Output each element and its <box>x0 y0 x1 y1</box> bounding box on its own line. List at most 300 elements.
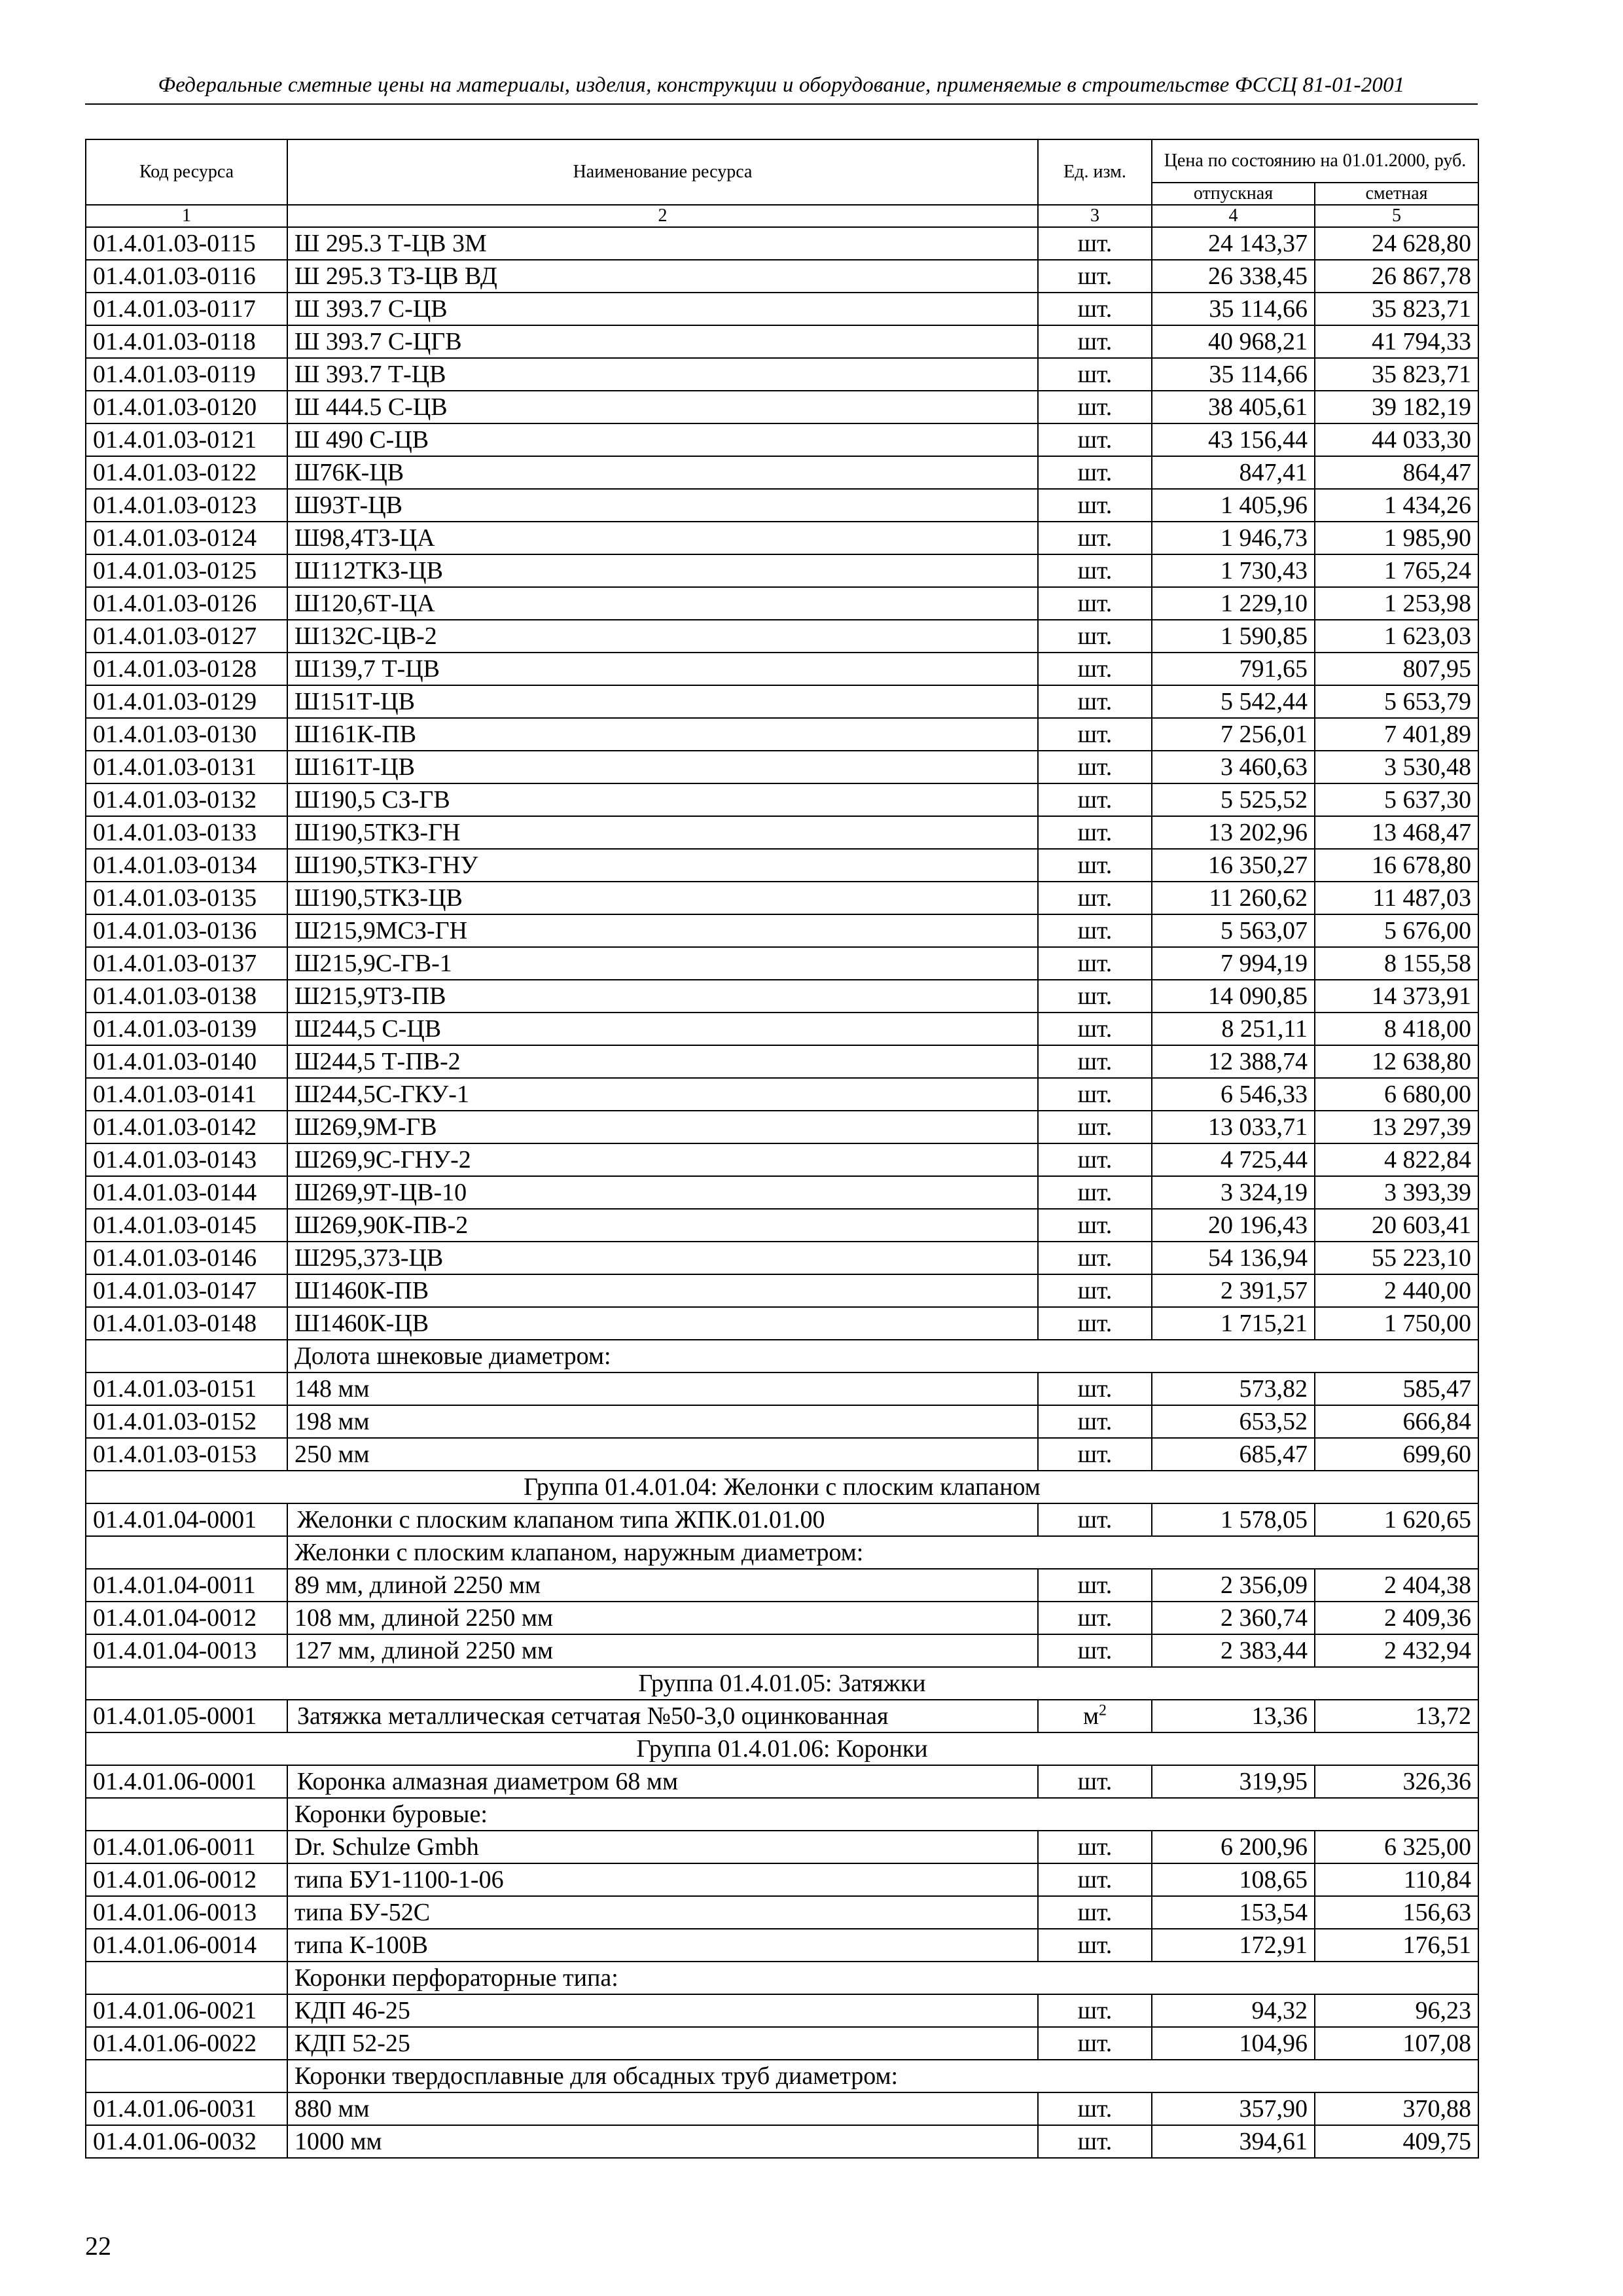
table-row <box>86 882 1478 914</box>
unit-cell <box>1038 1700 1152 1732</box>
unit-cell: шт. <box>1038 2125 1152 2158</box>
resource-name-cell: 880 мм <box>287 2092 1038 2125</box>
table-row <box>86 1111 1478 1143</box>
table-row <box>86 1143 1478 1176</box>
table-row <box>86 1896 1478 1929</box>
resource-code-cell: 01.4.01.03-0128 <box>86 653 287 685</box>
unit-cell: шт. <box>1038 1896 1152 1929</box>
estimate-price-cell: 8 418,00 <box>1315 1013 1478 1045</box>
resource-code-cell: 01.4.01.06-0021 <box>86 1994 287 2027</box>
table-row <box>86 1438 1478 1471</box>
resource-name-cell: Ш 295.3 ТЗ-ЦВ ВД <box>287 260 1038 293</box>
estimate-price-cell: 666,84 <box>1315 1405 1478 1438</box>
unit-cell: шт. <box>1038 1503 1152 1536</box>
table-row <box>86 783 1478 816</box>
resource-name-cell: Ш 490 С-ЦВ <box>287 423 1038 456</box>
resource-name-cell: Ш 393.7 Т-ЦВ <box>287 358 1038 391</box>
resource-name-cell: Затяжка металлическая сетчатая №50-3,0 оцинкованная <box>287 1700 1038 1732</box>
estimate-price-cell: 4 822,84 <box>1315 1143 1478 1176</box>
empty-code-cell <box>86 1536 287 1569</box>
release-price-cell: 2 383,44 <box>1152 1634 1315 1667</box>
table-row <box>86 849 1478 882</box>
resource-name-cell: Ш 444.5 С-ЦВ <box>287 391 1038 423</box>
resource-name-cell: Ш244,5 Т-ПВ-2 <box>287 1045 1038 1078</box>
table-row <box>86 456 1478 489</box>
table-row <box>86 1307 1478 1340</box>
table-row <box>86 554 1478 587</box>
group-header-row <box>86 1732 1478 1765</box>
unit-cell: шт. <box>1038 980 1152 1013</box>
unit-cell: шт. <box>1038 423 1152 456</box>
subheading-text: Коронки твердосплавные для обсадных труб диаметром: <box>287 2060 1478 2092</box>
table-row <box>86 947 1478 980</box>
resource-code-cell: 01.4.01.03-0127 <box>86 620 287 653</box>
table-row <box>86 1013 1478 1045</box>
table-row <box>86 260 1478 293</box>
col-number-3: 3 <box>1038 205 1152 227</box>
resource-code-cell: 01.4.01.03-0141 <box>86 1078 287 1111</box>
unit-cell: шт. <box>1038 391 1152 423</box>
resource-code-cell: 01.4.01.03-0144 <box>86 1176 287 1209</box>
table-row <box>86 1176 1478 1209</box>
resource-name-cell: Коронка алмазная диаметром 68 мм <box>287 1765 1038 1798</box>
resource-code-cell: 01.4.01.04-0001 <box>86 1503 287 1536</box>
unit-cell: шт. <box>1038 325 1152 358</box>
resource-name-cell: Ш190,5ТКЗ-ЦВ <box>287 882 1038 914</box>
estimate-price-cell: 26 867,78 <box>1315 260 1478 293</box>
resource-code-cell: 01.4.01.06-0011 <box>86 1831 287 1863</box>
table-row <box>86 1831 1478 1863</box>
estimate-price-cell: 2 409,36 <box>1315 1602 1478 1634</box>
unit-cell: шт. <box>1038 620 1152 653</box>
resource-name-cell: Ш120,6Т-ЦА <box>287 587 1038 620</box>
resource-code-cell: 01.4.01.03-0125 <box>86 554 287 587</box>
estimate-price-cell: 13,72 <box>1315 1700 1478 1732</box>
resource-code-cell: 01.4.01.03-0152 <box>86 1405 287 1438</box>
resource-code-cell: 01.4.01.03-0132 <box>86 783 287 816</box>
unit-cell: шт. <box>1038 653 1152 685</box>
unit-cell: шт. <box>1038 1045 1152 1078</box>
resource-name-cell: Ш98,4ТЗ-ЦА <box>287 522 1038 554</box>
col-header-price: Цена по состоянию на 01.01.2000, руб. <box>1152 139 1478 183</box>
resource-code-cell: 01.4.01.03-0115 <box>86 227 287 260</box>
resource-name-cell: Ш269,9С-ГНУ-2 <box>287 1143 1038 1176</box>
resource-name-cell: Ш269,9М-ГВ <box>287 1111 1038 1143</box>
table-row <box>86 2092 1478 2125</box>
table-row <box>86 914 1478 947</box>
resource-code-cell: 01.4.01.06-0032 <box>86 2125 287 2158</box>
unit-cell: шт. <box>1038 1307 1152 1340</box>
resource-code-cell: 01.4.01.03-0123 <box>86 489 287 522</box>
resource-name-cell: Ш132С-ЦВ-2 <box>287 620 1038 653</box>
release-price-cell: 108,65 <box>1152 1863 1315 1896</box>
resource-name-cell: Ш295,373-ЦВ <box>287 1242 1038 1274</box>
resource-name-cell: 198 мм <box>287 1405 1038 1438</box>
resource-name-cell: типа К-100В <box>287 1929 1038 1962</box>
subheading-row <box>86 2060 1478 2092</box>
resource-code-cell: 01.4.01.03-0138 <box>86 980 287 1013</box>
release-price-cell: 7 256,01 <box>1152 718 1315 751</box>
resource-code-cell: 01.4.01.03-0143 <box>86 1143 287 1176</box>
table-row <box>86 325 1478 358</box>
table-row <box>86 358 1478 391</box>
table-row <box>86 1242 1478 1274</box>
page-header-title: Федеральные сметные цены на материалы, изделия, конструкции и оборудование, применяемые в строительстве ФССЦ 81-01-2001 <box>158 73 1405 97</box>
unit-cell: шт. <box>1038 718 1152 751</box>
release-price-cell: 2 360,74 <box>1152 1602 1315 1634</box>
estimate-price-cell: 156,63 <box>1315 1896 1478 1929</box>
release-price-cell: 13 033,71 <box>1152 1111 1315 1143</box>
resource-code-cell: 01.4.01.06-0012 <box>86 1863 287 1896</box>
release-price-cell: 94,32 <box>1152 1994 1315 2027</box>
resource-code-cell: 01.4.01.04-0011 <box>86 1569 287 1602</box>
table-row <box>86 816 1478 849</box>
estimate-price-cell: 5 653,79 <box>1315 685 1478 718</box>
table-row <box>86 2125 1478 2158</box>
release-price-cell: 5 542,44 <box>1152 685 1315 718</box>
estimate-price-cell: 11 487,03 <box>1315 882 1478 914</box>
unit-cell: шт. <box>1038 1929 1152 1962</box>
release-price-cell: 2 356,09 <box>1152 1569 1315 1602</box>
resource-name-cell: Ш190,5 СЗ-ГВ <box>287 783 1038 816</box>
table-row <box>86 1045 1478 1078</box>
table-row <box>86 391 1478 423</box>
release-price-cell: 20 196,43 <box>1152 1209 1315 1242</box>
estimate-price-cell: 807,95 <box>1315 653 1478 685</box>
empty-code-cell <box>86 2060 287 2092</box>
unit-cell: шт. <box>1038 1831 1152 1863</box>
unit-cell: шт. <box>1038 1111 1152 1143</box>
table-row <box>86 489 1478 522</box>
release-price-cell: 54 136,94 <box>1152 1242 1315 1274</box>
estimate-price-cell: 2 432,94 <box>1315 1634 1478 1667</box>
unit-cell: шт. <box>1038 1209 1152 1242</box>
table-row <box>86 1503 1478 1536</box>
release-price-cell: 791,65 <box>1152 653 1315 685</box>
resource-name-cell: типа БУ1-1100-1-06 <box>287 1863 1038 1896</box>
resource-name-cell: Dr. Schulze Gmbh <box>287 1831 1038 1863</box>
unit-cell: шт. <box>1038 1078 1152 1111</box>
resource-code-cell: 01.4.01.03-0153 <box>86 1438 287 1471</box>
resource-name-cell: 108 мм, длиной 2250 мм <box>287 1602 1038 1634</box>
table-row <box>86 1994 1478 2027</box>
release-price-cell: 13 202,96 <box>1152 816 1315 849</box>
unit-cell: шт. <box>1038 1863 1152 1896</box>
estimate-price-cell: 14 373,91 <box>1315 980 1478 1013</box>
table-row <box>86 620 1478 653</box>
release-price-cell: 153,54 <box>1152 1896 1315 1929</box>
release-price-cell: 6 546,33 <box>1152 1078 1315 1111</box>
unit-text: м <box>1082 1702 1099 1730</box>
subheading-row <box>86 1340 1478 1372</box>
release-price-cell: 5 563,07 <box>1152 914 1315 947</box>
table-row <box>86 718 1478 751</box>
resource-code-cell: 01.4.01.06-0022 <box>86 2027 287 2060</box>
release-price-cell: 1 590,85 <box>1152 620 1315 653</box>
release-price-cell: 24 143,37 <box>1152 227 1315 260</box>
resource-name-cell: Ш215,9ТЗ-ПВ <box>287 980 1038 1013</box>
unit-cell: шт. <box>1038 2027 1152 2060</box>
table-row <box>86 1372 1478 1405</box>
resource-code-cell: 01.4.01.03-0120 <box>86 391 287 423</box>
resource-name-cell: 250 мм <box>287 1438 1038 1471</box>
group-header-row <box>86 1667 1478 1700</box>
estimate-price-cell: 3 393,39 <box>1315 1176 1478 1209</box>
estimate-price-cell: 2 404,38 <box>1315 1569 1478 1602</box>
table-row <box>86 1569 1478 1602</box>
resource-code-cell: 01.4.01.03-0124 <box>86 522 287 554</box>
estimate-price-cell: 1 253,98 <box>1315 587 1478 620</box>
unit-cell: шт. <box>1038 554 1152 587</box>
estimate-price-cell: 39 182,19 <box>1315 391 1478 423</box>
resource-name-cell: Ш161К-ПВ <box>287 718 1038 751</box>
estimate-price-cell: 96,23 <box>1315 1994 1478 2027</box>
unit-superscript: 2 <box>1099 1702 1107 1719</box>
group-header-row <box>86 1471 1478 1503</box>
table-row <box>86 1405 1478 1438</box>
unit-cell: шт. <box>1038 1242 1152 1274</box>
resource-name-cell: 127 мм, длиной 2250 мм <box>287 1634 1038 1667</box>
estimate-price-cell: 176,51 <box>1315 1929 1478 1962</box>
resource-code-cell: 01.4.01.03-0118 <box>86 325 287 358</box>
resource-code-cell: 01.4.01.03-0139 <box>86 1013 287 1045</box>
estimate-price-cell: 16 678,80 <box>1315 849 1478 882</box>
col-number-4: 4 <box>1152 205 1315 227</box>
unit-cell: шт. <box>1038 1634 1152 1667</box>
estimate-price-cell: 35 823,71 <box>1315 358 1478 391</box>
release-price-cell: 11 260,62 <box>1152 882 1315 914</box>
resource-name-cell: Ш190,5ТКЗ-ГНУ <box>287 849 1038 882</box>
unit-cell: шт. <box>1038 260 1152 293</box>
subheading-row <box>86 1536 1478 1569</box>
table-row <box>86 1700 1478 1732</box>
resource-code-cell: 01.4.01.03-0133 <box>86 816 287 849</box>
estimate-price-cell: 24 628,80 <box>1315 227 1478 260</box>
release-price-cell: 685,47 <box>1152 1438 1315 1471</box>
resource-code-cell: 01.4.01.06-0013 <box>86 1896 287 1929</box>
release-price-cell: 4 725,44 <box>1152 1143 1315 1176</box>
release-price-cell: 35 114,66 <box>1152 293 1315 325</box>
estimate-price-cell: 370,88 <box>1315 2092 1478 2125</box>
resource-name-cell: Ш269,9Т-ЦВ-10 <box>287 1176 1038 1209</box>
estimate-price-cell: 1 620,65 <box>1315 1503 1478 1536</box>
estimate-price-cell: 35 823,71 <box>1315 293 1478 325</box>
resource-name-cell: Ш215,9С-ГВ-1 <box>287 947 1038 980</box>
subheading-row <box>86 1798 1478 1831</box>
unit-cell: шт. <box>1038 227 1152 260</box>
unit-cell: шт. <box>1038 522 1152 554</box>
unit-cell: шт. <box>1038 882 1152 914</box>
table-row <box>86 587 1478 620</box>
estimate-price-cell: 55 223,10 <box>1315 1242 1478 1274</box>
col-header-price-estimate: сметная <box>1315 183 1478 205</box>
resource-code-cell: 01.4.01.03-0140 <box>86 1045 287 1078</box>
resource-code-cell: 01.4.01.03-0116 <box>86 260 287 293</box>
table-row <box>86 2027 1478 2060</box>
estimate-price-cell: 1 765,24 <box>1315 554 1478 587</box>
resource-name-cell: 89 мм, длиной 2250 мм <box>287 1569 1038 1602</box>
resource-name-cell: Ш 393.7 С-ЦГВ <box>287 325 1038 358</box>
table-row <box>86 423 1478 456</box>
unit-cell: шт. <box>1038 2092 1152 2125</box>
release-price-cell: 43 156,44 <box>1152 423 1315 456</box>
unit-cell: шт. <box>1038 293 1152 325</box>
estimate-price-cell: 3 530,48 <box>1315 751 1478 783</box>
unit-cell: шт. <box>1038 1438 1152 1471</box>
unit-cell: шт. <box>1038 1602 1152 1634</box>
estimate-price-cell: 110,84 <box>1315 1863 1478 1896</box>
unit-cell: шт. <box>1038 685 1152 718</box>
unit-cell: шт. <box>1038 1143 1152 1176</box>
empty-code-cell <box>86 1798 287 1831</box>
resource-name-cell: КДП 52-25 <box>287 2027 1038 2060</box>
release-price-cell: 6 200,96 <box>1152 1831 1315 1863</box>
resource-name-cell: Ш161Т-ЦВ <box>287 751 1038 783</box>
estimate-price-cell: 409,75 <box>1315 2125 1478 2158</box>
unit-cell: шт. <box>1038 816 1152 849</box>
unit-cell: шт. <box>1038 1994 1152 2027</box>
resource-name-cell: типа БУ-52С <box>287 1896 1038 1929</box>
resource-code-cell: 01.4.01.03-0126 <box>86 587 287 620</box>
estimate-price-cell: 6 680,00 <box>1315 1078 1478 1111</box>
unit-cell: шт. <box>1038 587 1152 620</box>
resource-name-cell: Ш 295.3 Т-ЦВ 3М <box>287 227 1038 260</box>
subheading-row <box>86 1962 1478 1994</box>
resource-name-cell: Ш139,7 Т-ЦВ <box>287 653 1038 685</box>
unit-cell: шт. <box>1038 1013 1152 1045</box>
resource-code-cell: 01.4.01.03-0129 <box>86 685 287 718</box>
table-row <box>86 1929 1478 1962</box>
unit-cell: шт. <box>1038 849 1152 882</box>
release-price-cell: 172,91 <box>1152 1929 1315 1962</box>
resource-code-cell: 01.4.01.03-0134 <box>86 849 287 882</box>
resource-name-cell: Ш269,90К-ПВ-2 <box>287 1209 1038 1242</box>
resource-name-cell: Ш76К-ЦВ <box>287 456 1038 489</box>
resource-code-cell: 01.4.01.04-0012 <box>86 1602 287 1634</box>
table-row <box>86 1078 1478 1111</box>
table-row <box>86 751 1478 783</box>
estimate-price-cell: 20 603,41 <box>1315 1209 1478 1242</box>
table-row <box>86 1765 1478 1798</box>
release-price-cell: 38 405,61 <box>1152 391 1315 423</box>
release-price-cell: 1 405,96 <box>1152 489 1315 522</box>
table-row <box>86 227 1478 260</box>
resource-code-cell: 01.4.01.06-0001 <box>86 1765 287 1798</box>
table-body <box>86 227 1478 2158</box>
unit-cell: шт. <box>1038 1405 1152 1438</box>
resource-code-cell: 01.4.01.03-0131 <box>86 751 287 783</box>
col-header-name: Наименование ресурса <box>287 139 1038 205</box>
estimate-price-cell: 1 434,26 <box>1315 489 1478 522</box>
estimate-price-cell: 41 794,33 <box>1315 325 1478 358</box>
unit-cell: шт. <box>1038 947 1152 980</box>
resource-code-cell: 01.4.01.03-0130 <box>86 718 287 751</box>
unit-cell: шт. <box>1038 751 1152 783</box>
unit-cell: шт. <box>1038 914 1152 947</box>
release-price-cell: 2 391,57 <box>1152 1274 1315 1307</box>
release-price-cell: 3 460,63 <box>1152 751 1315 783</box>
resource-code-cell: 01.4.01.03-0117 <box>86 293 287 325</box>
col-header-unit: Ед. изм. <box>1038 139 1152 205</box>
release-price-cell: 13,36 <box>1152 1700 1315 1732</box>
release-price-cell: 1 229,10 <box>1152 587 1315 620</box>
unit-cell: шт. <box>1038 358 1152 391</box>
release-price-cell: 847,41 <box>1152 456 1315 489</box>
release-price-cell: 3 324,19 <box>1152 1176 1315 1209</box>
estimate-price-cell: 1 623,03 <box>1315 620 1478 653</box>
resource-name-cell: Ш1460К-ЦВ <box>287 1307 1038 1340</box>
group-title: Группа 01.4.01.04: Желонки с плоским клапаном <box>86 1471 1478 1503</box>
resource-code-cell: 01.4.01.03-0146 <box>86 1242 287 1274</box>
estimate-price-cell: 864,47 <box>1315 456 1478 489</box>
estimate-price-cell: 1 750,00 <box>1315 1307 1478 1340</box>
table-row <box>86 1274 1478 1307</box>
release-price-cell: 1 578,05 <box>1152 1503 1315 1536</box>
subheading-text: Коронки буровые: <box>287 1798 1478 1831</box>
resource-code-cell: 01.4.01.03-0145 <box>86 1209 287 1242</box>
resource-name-cell: Ш 393.7 С-ЦВ <box>287 293 1038 325</box>
release-price-cell: 1 946,73 <box>1152 522 1315 554</box>
release-price-cell: 1 730,43 <box>1152 554 1315 587</box>
estimate-price-cell: 13 297,39 <box>1315 1111 1478 1143</box>
table-row <box>86 980 1478 1013</box>
resource-name-cell: Ш1460К-ПВ <box>287 1274 1038 1307</box>
col-header-code: Код ресурса <box>86 139 287 205</box>
header-rule <box>85 103 1478 105</box>
price-table <box>85 139 1479 2159</box>
resource-name-cell: Ш93Т-ЦВ <box>287 489 1038 522</box>
subheading-text: Долота шнековые диаметром: <box>287 1340 1478 1372</box>
release-price-cell: 16 350,27 <box>1152 849 1315 882</box>
table-row <box>86 653 1478 685</box>
table-row <box>86 522 1478 554</box>
estimate-price-cell: 585,47 <box>1315 1372 1478 1405</box>
release-price-cell: 40 968,21 <box>1152 325 1315 358</box>
resource-code-cell: 01.4.01.06-0014 <box>86 1929 287 1962</box>
release-price-cell: 319,95 <box>1152 1765 1315 1798</box>
resource-name-cell: КДП 46-25 <box>287 1994 1038 2027</box>
col-header-price-release: отпускная <box>1152 183 1315 205</box>
col-number-2: 2 <box>287 205 1038 227</box>
estimate-price-cell: 6 325,00 <box>1315 1831 1478 1863</box>
unit-cell: шт. <box>1038 1765 1152 1798</box>
release-price-cell: 357,90 <box>1152 2092 1315 2125</box>
unit-cell: шт. <box>1038 1176 1152 1209</box>
unit-cell: шт. <box>1038 1569 1152 1602</box>
table-row <box>86 293 1478 325</box>
release-price-cell: 104,96 <box>1152 2027 1315 2060</box>
release-price-cell: 26 338,45 <box>1152 260 1315 293</box>
release-price-cell: 12 388,74 <box>1152 1045 1315 1078</box>
table-header <box>86 139 1478 227</box>
col-number-5: 5 <box>1315 205 1478 227</box>
resource-code-cell: 01.4.01.03-0148 <box>86 1307 287 1340</box>
estimate-price-cell: 2 440,00 <box>1315 1274 1478 1307</box>
resource-code-cell: 01.4.01.03-0151 <box>86 1372 287 1405</box>
empty-code-cell <box>86 1340 287 1372</box>
subheading-text: Коронки перфораторные типа: <box>287 1962 1478 1994</box>
empty-code-cell <box>86 1962 287 1994</box>
estimate-price-cell: 5 637,30 <box>1315 783 1478 816</box>
estimate-price-cell: 8 155,58 <box>1315 947 1478 980</box>
release-price-cell: 394,61 <box>1152 2125 1315 2158</box>
estimate-price-cell: 1 985,90 <box>1315 522 1478 554</box>
group-title: Группа 01.4.01.06: Коронки <box>86 1732 1478 1765</box>
estimate-price-cell: 107,08 <box>1315 2027 1478 2060</box>
resource-code-cell: 01.4.01.03-0121 <box>86 423 287 456</box>
release-price-cell: 5 525,52 <box>1152 783 1315 816</box>
resource-name-cell: Ш151Т-ЦВ <box>287 685 1038 718</box>
